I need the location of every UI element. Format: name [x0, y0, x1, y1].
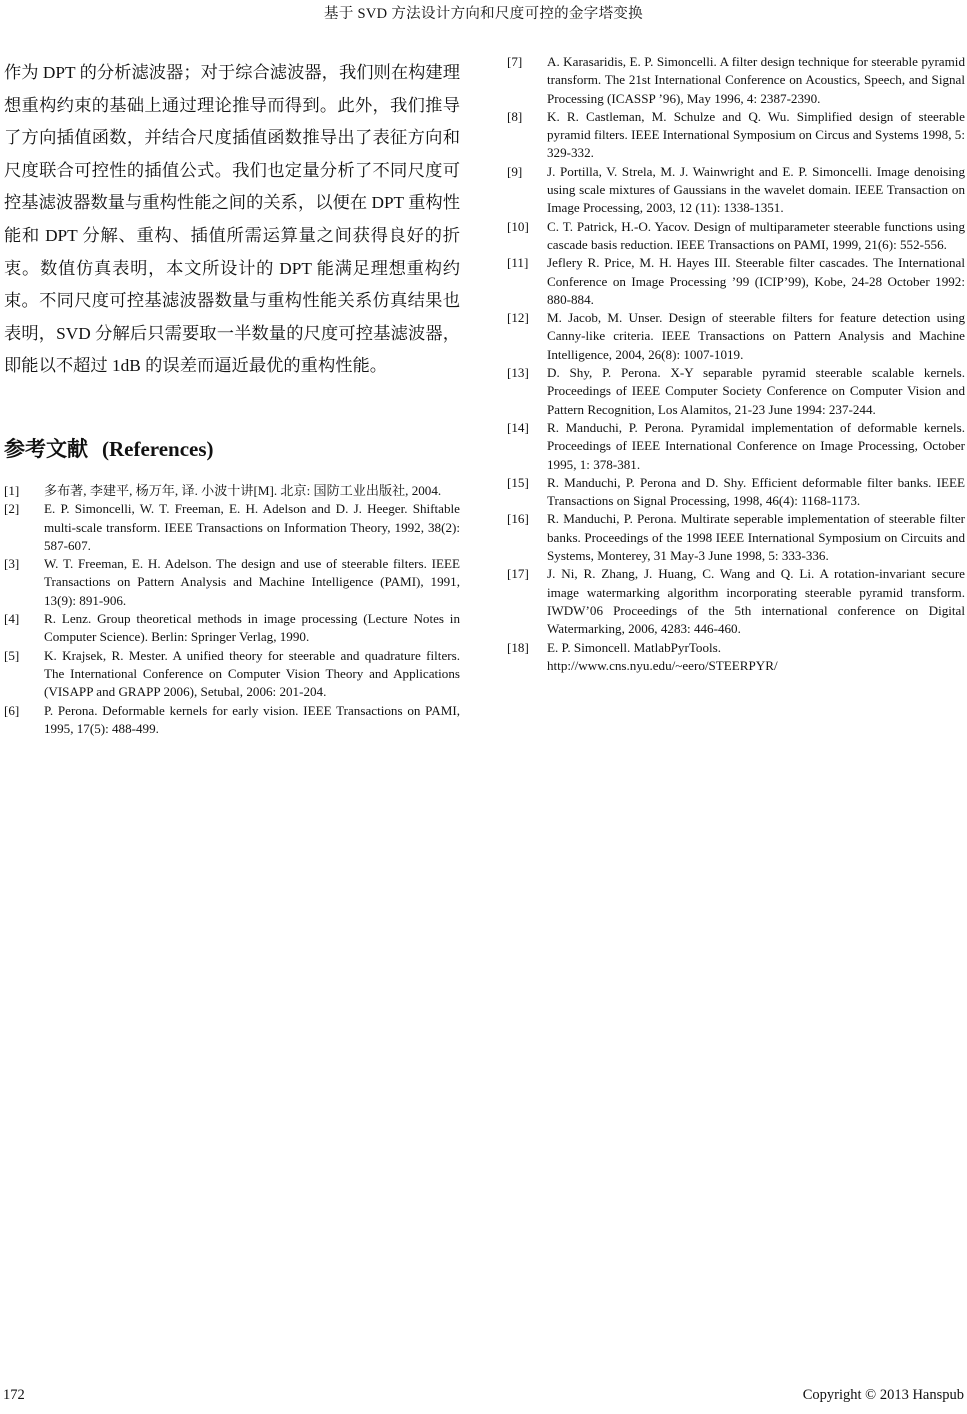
reference-number: [8] — [507, 108, 523, 124]
reference-text: J. Ni, R. Zhang, J. Huang, C. Wang and Q. Li. A rotation-invariant secure image watermarking algorithm incorporating steerable pyramid transform. IWDW’06 Proceedings of the 5th international conference on Digital Watermarking, 2006, 4283: 446-460. — [547, 566, 965, 637]
reference-number: [11] — [507, 255, 529, 271]
reference-number: [10] — [507, 218, 529, 234]
page-number: 172 — [3, 1387, 25, 1403]
reference-number: [17] — [507, 566, 529, 582]
reference-number: [15] — [507, 474, 529, 490]
reference-text: R. Manduchi, P. Perona and D. Shy. Efficient deformable filter banks. IEEE Transactions on Signal Processing, 1998, 46(4): 1168-1173. — [547, 474, 965, 509]
reference-item — [507, 565, 965, 638]
reference-item — [507, 510, 965, 565]
reference-text: D. Shy, P. Perona. X-Y separable pyramid steerable scalable kernels. Proceedings of IEEE Computer Society Conference on Computer Vision and Pattern Recognition, Los Alamitos, 21-23 June 1994: 237-244. — [547, 365, 965, 417]
reference-text: 多布著, 李建平, 杨万年, 译. 小波十讲[M]. 北京: 国防工业出版社, 2004. — [44, 482, 442, 498]
reference-text: J. Portilla, V. Strela, M. J. Wainwright and E. P. Simoncelli. Image denoising using scale mixtures of Gaussians in the wavelet domain. IEEE Transaction on Image Processing, 2003, 12 (11): 1338-1351. — [547, 163, 965, 216]
reference-text: P. Perona. Deformable kernels for early vision. IEEE Transactions on PAMI, 1995, 17(5): 488-499. — [44, 702, 460, 736]
reference-item — [4, 500, 460, 555]
reference-text: W. T. Freeman, E. H. Adelson. The design and use of steerable filters. IEEE Transactions on Pattern Analysis and Machine Intelligence (PAMI), 1991, 13(9): 891-906. — [44, 556, 460, 608]
reference-item — [507, 474, 965, 511]
reference-item — [507, 419, 965, 474]
reference-number: [6] — [4, 702, 20, 718]
reference-text: K. Krajsek, R. Mester. A unified theory for steerable and quadrature filters. The International Conference on Computer Vision Theory and Applications (VISAPP and GRAPP 2006), Setubal, 2006: 201-204. — [44, 647, 460, 700]
references-heading-cn: 参考文献 — [4, 436, 88, 461]
references-heading-en: (References) — [102, 436, 214, 461]
reference-text: K. R. Castleman, M. Schulze and Q. Wu. Simplified design of steerable pyramid filters. IEEE International Symposium on Circus and Systems 1998, 5: 329-332. — [547, 108, 965, 161]
reference-number: [2] — [4, 501, 20, 517]
reference-text: R. Lenz. Group theoretical methods in image processing (Lecture Notes in Computer Science). Berlin: Springer Verlag, 1990. — [44, 611, 460, 645]
reference-item — [507, 163, 965, 218]
reference-number: [12] — [507, 310, 529, 326]
reference-number: [1] — [4, 482, 20, 498]
reference-text: E. P. Simoncelli, W. T. Freeman, E. H. Adelson and D. J. Heeger. Shiftable multi-scale transform. IEEE Transactions on Information Theory, 1992, 38(2): 587-607. — [44, 501, 460, 553]
reference-item — [4, 555, 460, 610]
reference-item — [4, 610, 460, 647]
reference-text: R. Manduchi, P. Perona. Multirate seperable implementation of steerable filter banks. Proceedings of the 1998 IEEE International Symposium on Circuits and Systems, Monterey, 31 May-3 June 1998, 5: 333-336. — [547, 511, 965, 564]
reference-number: [14] — [507, 419, 529, 435]
reference-item — [507, 53, 965, 108]
reference-text: A. Karasaridis, E. P. Simoncelli. A filter design technique for steerable pyramid transform. The 21st International Conference on Acoustics, Speech, and Signal Processing (ICASSP ’96), May 1996, 4: 2387-2390. — [547, 54, 965, 106]
reference-number: [16] — [507, 511, 529, 527]
body-paragraph: 作为 DPT 的分析滤波器；对于综合滤波器，我们则在构建理想重构约束的基础上通过理论推导而得到。此外，我们推导了方向插值函数，并结合尺度插值函数推导出了表征方向和尺度联合可控性的插值公式。我们也定量分析了不同尺度可控基滤波器数量与重构性能之间的关系，以便在 DPT 重构性能和 DPT 分解、重构、插值所需运算量之间获得良好的折衷。数值仿真表明，本文所设计的 DPT 能满足理想重构约束。不同尺度可控基滤波器数量与重构性能关系仿真结果也表明，SVD 分解后只需要取一半数量的尺度可控基滤波器，即能以不超过 1dB 的误差而逼近最优的重构性能。 — [4, 63, 460, 376]
reference-number: [3] — [4, 556, 20, 572]
references-heading — [4, 434, 460, 464]
copyright-notice: Copyright © 2013 Hanspub — [802, 1387, 964, 1403]
running-title: 基于 SVD 方法设计方向和尺度可控的金字塔变换 — [324, 6, 643, 22]
reference-item — [507, 108, 965, 163]
reference-number: [5] — [4, 647, 20, 663]
reference-text: R. Manduchi, P. Perona. Pyramidal implementation of deformable kernels. Proceedings of IEEE International Conference on Image Processing, October 1995, 1: 378-381. — [547, 419, 965, 472]
reference-text: Jeflery R. Price, M. H. Hayes III. Steerable filter cascades. The International Conference on Image Processing ’99 (ICIP’99), Kobe, 24-28 October 1992: 880-884. — [547, 255, 965, 307]
reference-text: E. P. Simoncell. MatlabPyrTools. http://www.cns.nyu.edu/~eero/STEERPYR/ — [547, 639, 778, 673]
reference-item — [4, 702, 460, 739]
reference-item — [507, 254, 965, 309]
reference-item — [4, 482, 460, 500]
reference-text: M. Jacob, M. Unser. Design of steerable filters for feature detection using Canny-like criteria. IEEE Transactions on Pattern Analysis and Machine Intelligence, 2004, 26(8): 1007-1019. — [547, 310, 965, 362]
reference-number: [4] — [4, 611, 20, 627]
reference-text: C. T. Patrick, H.-O. Yacov. Design of multiparameter steerable functions using cascade basis reduction. IEEE Transactions on PAMI, 1999, 21(6): 552-556. — [547, 218, 965, 252]
reference-item — [507, 639, 965, 676]
left-column — [4, 57, 460, 738]
reference-list-left — [4, 482, 460, 738]
reference-number: [9] — [507, 163, 523, 179]
reference-number: [7] — [507, 54, 523, 69]
reference-list-right — [507, 53, 965, 675]
right-column — [507, 53, 965, 675]
reference-number: [13] — [507, 365, 529, 381]
reference-item — [4, 647, 460, 702]
reference-item — [507, 218, 965, 255]
reference-item — [507, 364, 965, 419]
reference-item — [507, 309, 965, 364]
reference-number: [18] — [507, 639, 529, 655]
